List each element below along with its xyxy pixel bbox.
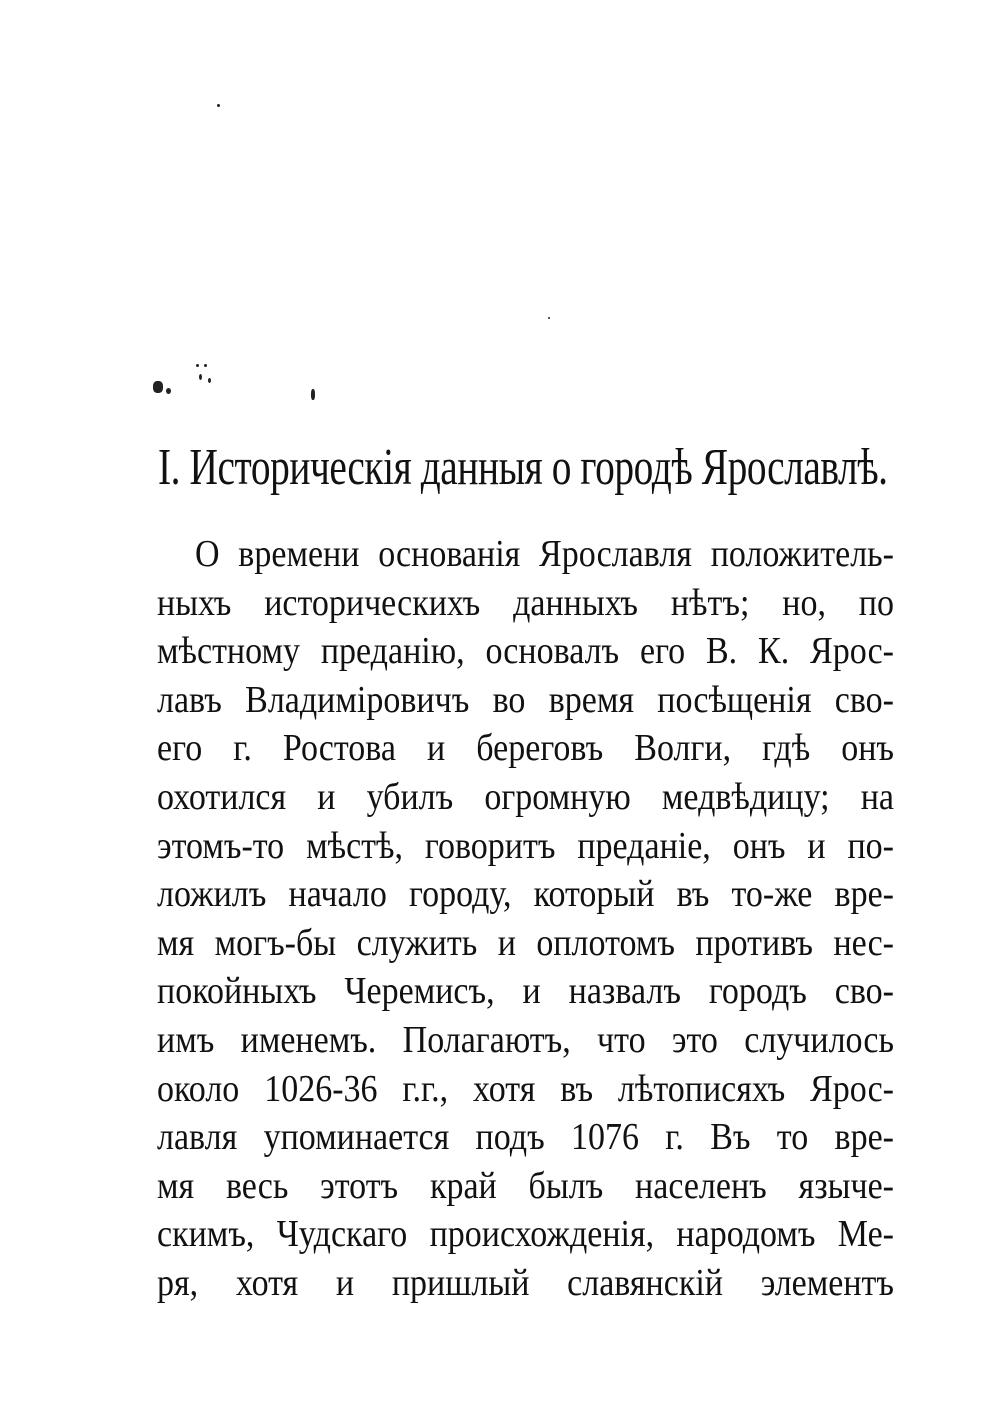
text-line: мѣстному преданію, основалъ его В. К. Ярос- [157, 630, 894, 673]
scan-speck [311, 389, 315, 400]
scan-speck [196, 364, 199, 367]
scan-speck [166, 388, 171, 394]
text-line: лавъ Владиміровичъ во время посѣщенія сво- [157, 679, 894, 721]
text-line: покойныхъ Черемисъ, и назвалъ городъ сво- [157, 970, 894, 1013]
text-line: около 1026-36 г.г., хотя въ лѣтописяхъ Ярос- [157, 1068, 894, 1110]
scan-speck [204, 364, 207, 367]
paragraph [157, 528, 894, 1306]
text-line: скимъ, Чудскаго происхожденія, народомъ Ме- [157, 1213, 894, 1256]
text-line: ря, хотя и пришлый славянскій элементъ [157, 1262, 894, 1304]
scan-speck [208, 378, 211, 383]
text-line: его г. Ростова и береговъ Волги, гдѣ онъ [157, 727, 894, 770]
text-line: этомъ-то мѣстѣ, говоритъ преданіе, онъ и по- [157, 825, 894, 867]
scan-speck [548, 317, 550, 319]
chapter-title: I. Историческія данныя о городѣ Ярославлѣ. [158, 438, 888, 496]
text-line: мя весь этотъ край былъ населенъ языче- [157, 1165, 894, 1207]
text-line: мя могъ-бы служить и оплотомъ противъ нес- [157, 922, 894, 964]
text-line: охотился и убилъ огромную медвѣдицу; на [157, 776, 894, 819]
scan-speck [153, 381, 163, 393]
text-line: О времени основанія Ярославля положитель- [195, 533, 894, 576]
text-line: ныхъ историческихъ данныхъ нѣтъ; но, по [157, 582, 894, 624]
text-line: имъ именемъ. Полагаютъ, что это случилось [157, 1019, 894, 1061]
text-line: ложилъ начало городу, который въ то-же вре- [157, 873, 894, 916]
text-line: лавля упоминается подъ 1076 г. Въ то вре- [157, 1116, 894, 1159]
scan-speck [217, 104, 220, 107]
scan-speck [199, 374, 202, 380]
